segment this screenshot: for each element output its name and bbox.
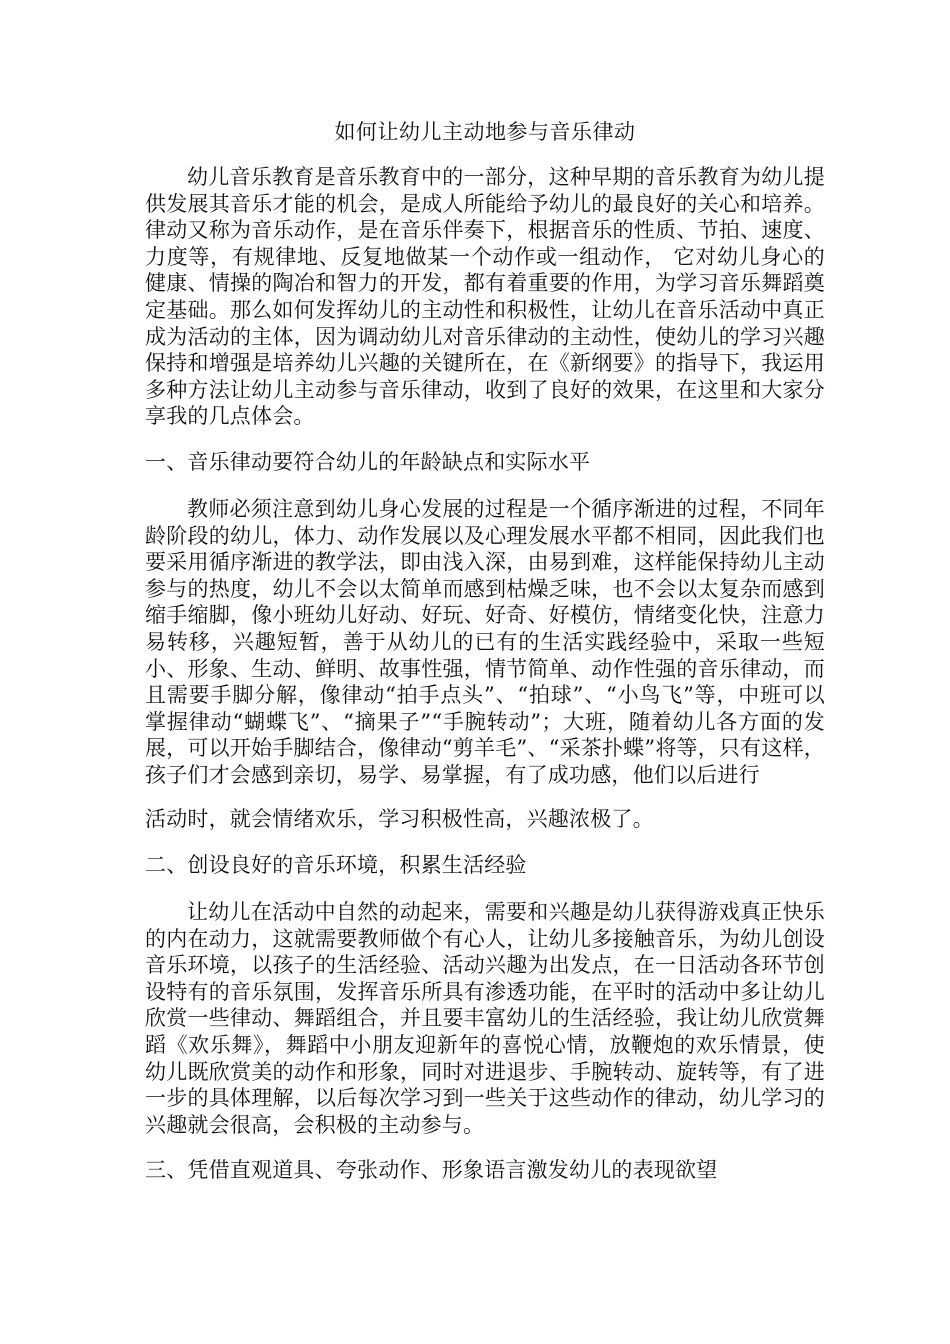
section-2-paragraph: 让幼儿在活动中自然的动起来，需要和兴趣是幼儿获得游戏真正快乐的内在动力，这就需要教师做个有心人，让幼儿多接触音乐，为幼儿创设音乐环境，以孩子的生活经验、活动兴趣为出发点，在一日活动各环节创设特有的音乐氛围，发挥音乐所具有渗透功能，在平时的活动中多让幼儿欣赏一些律动、舞蹈组合，并且要丰富幼儿的生活经验，我让幼儿欣赏舞蹈《欢乐舞》，舞蹈中小朋友迎新年的喜悦心情，放鞭炮的欢乐情景，使幼儿既欣赏美的动作和形象，同时对进退步、手腕转动、旋转等，有了进一步的具体理解，以后每次学习到一些关于这些动作的律动，幼儿学习的兴趣就会很高，会积极的主动参与。 bbox=[145, 900, 825, 1137]
document-title: 如何让幼儿主动地参与音乐律动 bbox=[334, 120, 636, 144]
section-1-continuation: 活动时，就会情绪欢乐，学习积极性高，兴趣浓极了。 bbox=[145, 807, 654, 832]
section-3-heading: 三、凭借直观道具、夸张动作、形象语言激发幼儿的表现欲望 bbox=[145, 1158, 718, 1183]
intro-paragraph: 幼儿音乐教育是音乐教育中的一部分，这种早期的音乐教育为幼儿提供发展其音乐才能的机会，是成人所能给予幼儿的最良好的关心和培养。律动又称为音乐动作，是在音乐伴奏下，根据音乐的性质、节拍、速度、力度等，有规律地、反复地做某一个动作或一组动作， 它对幼儿身心的健康、情操的陶冶和智力的开发，都有着重要的作用，为学习音乐舞蹈奠定基础。那么如何发挥幼儿的主动性和积极性，让幼儿在音乐活动中真正成为活动的主体，因为调动幼儿对音乐律动的主动性，使幼儿的学习兴趣保持和增强是培养幼儿兴趣的关键所在，在《新纲要》的指导下，我运用多种方法让幼儿主动参与音乐律动，收到了良好的效果，在这里和大家分享我的几点体会。 bbox=[145, 165, 825, 429]
section-2-heading: 二、创设良好的音乐环境，积累生活经验 bbox=[145, 853, 527, 878]
section-1-heading: 一、音乐律动要符合幼儿的年龄缺点和实际水平 bbox=[145, 449, 591, 474]
section-1-paragraph: 教师必须注意到幼儿身心发展的过程是一个循序渐进的过程，不同年龄阶段的幼儿，体力、动作发展以及心理发展水平都不相同，因此我们也要采用循序渐进的教学法，即由浅入深，由易到难，这样能保持幼儿主动参与的热度，幼儿不会以太简单而感到枯燥乏味，也不会以太复杂而感到缩手缩脚，像小班幼儿好动、好玩、好奇、好模仿，情绪变化快，注意力易转移，兴趣短暂，善于从幼儿的已有的生活实践经验中，采取一些短小、形象、生动、鲜明、故事性强，情节简单、动作性强的音乐律动，而且需要手脚分解，像律动“拍手点头”、“拍球”、“小鸟飞”等，中班可以掌握律动“蝴蝶飞”、“摘果子”“手腕转动”；大班，随着幼儿各方面的发展，可以开始手脚结合，像律动“剪羊毛”、“采茶扑蝶”将等，只有这样，孩子们才会感到亲切，易学、易掌握，有了成功感，他们以后进行 bbox=[145, 496, 825, 787]
document-body bbox=[145, 118, 825, 1204]
